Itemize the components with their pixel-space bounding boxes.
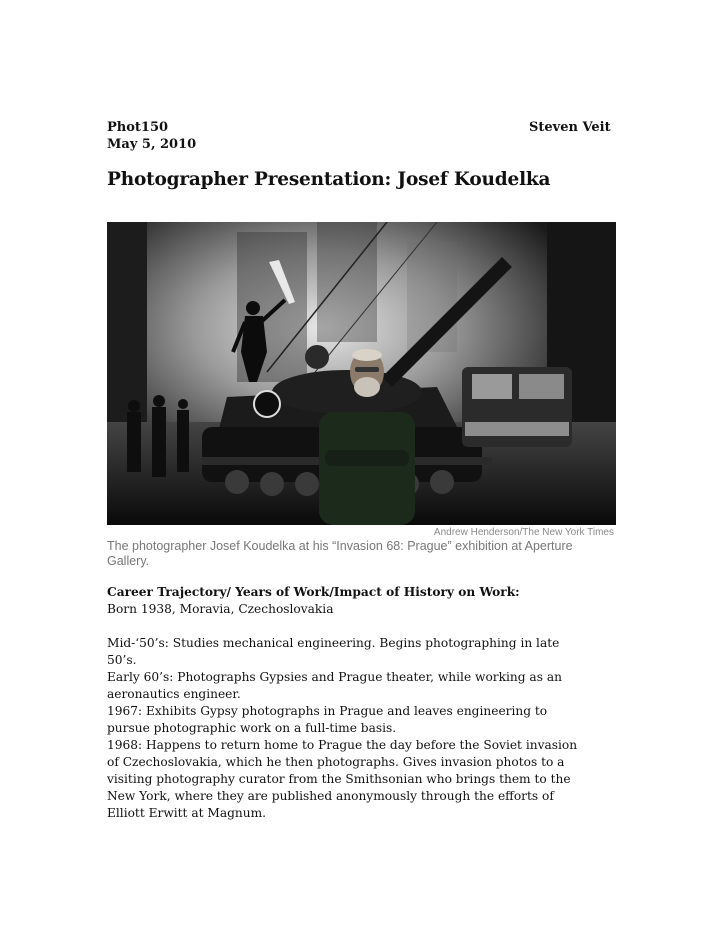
section-heading: Career Trajectory/ Years of Work/Impact of History on Work: [107,585,520,599]
early-60s-entry: Early 60’s: Photographs Gypsies and Prague theater, while working as an aeronautics engineer. [107,670,562,701]
timeline-paragraphs [107,669,587,822]
course-code: Phot150 [107,120,169,135]
header-left [107,119,196,153]
photo-caption: The photographer Josef Koudelka at his “Invasion 68: Prague” exhibition at Aperture Gallery. [107,539,573,568]
mid-50s-paragraph: Mid-‘50’s: Studies mechanical engineering. Begins photographing in late 50’s. [107,636,560,667]
entry-1967: 1967: Exhibits Gypsy photographs in Prague and leaves engineering to pursue photographic work on a full-time basis. [107,704,548,735]
born-line: Born 1938, Moravia, Czechoslovakia [107,602,334,616]
photo-illustration [107,222,616,525]
document-date: May 5, 2010 [107,137,197,152]
photo-credit: Andrew Henderson/The New York Times [433,527,614,538]
entry-1968: 1968: Happens to return home to Prague the day before the Soviet invasion of Czechoslovakia, which he then photographs. Gives invasion photos to a visiting photography curator from the Smithsonian who brings them to the New York, where they are published anonymously through the efforts of Elliott Erwitt at Magnum. [107,738,578,820]
page-title: Photographer Presentation: Josef Koudelka [107,169,551,190]
author-name: Steven Veit [529,120,611,135]
koudelka-exhibition-photo [107,222,616,525]
